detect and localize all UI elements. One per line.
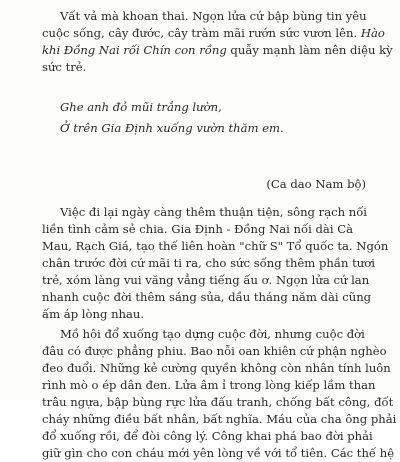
- paragraph-3-line: Mồ hôi đổ xuống tạo dựng cuộc đời, nhưng cuộc đời: [60, 327, 365, 341]
- verse-line-2: Ở trên Gia Định xuống vườn thăm em.: [60, 121, 284, 135]
- paragraph-1-line-1: Vất vả mà khoan thai. Ngọn lửa cứ bập bùng tin yêu: [60, 9, 367, 23]
- paragraph-2-line: ấm áp lòng nhau.: [42, 307, 145, 321]
- paragraph-2-line: Mau, Rạch Giá, tạo thế liên hoàn "chữ S" Tổ quốc ta. Ngón: [42, 239, 389, 253]
- paragraph-2: [42, 204, 389, 323]
- paragraph-3-line: rình mò o ép dân đen. Lửa âm ỉ trong lòng kiếp lầm than: [42, 378, 376, 392]
- paragraph-3-line: đâu có được phẳng phiu. Bao nỗi oan khiên cứ phận nghèo: [42, 344, 387, 358]
- paragraph-1: [42, 8, 393, 76]
- paragraph-3-line: đổ xuống rồi, để đòi công lý. Công khai phá bao đời phải: [42, 429, 373, 443]
- paragraph-2-line: trẻ, xóm làng vui văng vẳng tiếng ấu ơ. Ngọn lửa cứ lan: [42, 273, 370, 287]
- paragraph-3: [42, 326, 397, 462]
- citation: (Ca dao Nam bộ): [266, 177, 366, 191]
- verse-block: [60, 99, 370, 137]
- paragraph-2-line: nhanh cuộc đời thêm sáng sủa, dầu tháng năm dài cũng: [42, 290, 372, 304]
- paragraph-1-line-3-italic: khi Đồng Nai rối Chín con rồng: [42, 43, 227, 57]
- paragraph-1-line-2-text: cuộc sống, cây đước, cây tràm mãi rướn sức vươn lên.: [42, 26, 358, 40]
- paragraph-3-line: trâu ngựa, bập bùng rực lửa đấu tranh, chống bất công, đốt: [42, 395, 394, 409]
- paragraph-2-line: liền tình cảm sẻ chia. Gia Định - Đồng Nai nối dài Cà: [42, 222, 354, 236]
- paragraph-1-line-3: [42, 42, 393, 59]
- paragraph-3-line: giữ gìn cho con cháu mới yên lòng về với tổ tiên. Các thế hệ: [42, 446, 395, 460]
- paragraph-3-line: cháy những điều bất nhân, bất nghĩa. Máu của cha ông phải: [42, 412, 397, 426]
- paragraph-1-line-4: sức trẻ.: [42, 60, 87, 74]
- paragraph-1-line-2: [42, 25, 385, 42]
- paragraph-3-line: đeo đuổi. Những kẻ cường quyền không còn nhân tính luôn: [42, 361, 391, 375]
- verse-line-1: Ghe anh đỏ mũi trắng lườn,: [60, 100, 222, 114]
- paragraph-2-line: chân trước đời cứ mãi ti ra, cho sức sống thêm phần tươi: [42, 256, 375, 270]
- paragraph-1-line-2-italic: Hào: [360, 26, 385, 40]
- paragraph-2-line: Việc đi lại ngày càng thêm thuận tiện, sông rạch nối: [60, 205, 368, 219]
- paragraph-1-line-3-text: quẫy mạnh làm nên diệu kỳ: [226, 43, 393, 57]
